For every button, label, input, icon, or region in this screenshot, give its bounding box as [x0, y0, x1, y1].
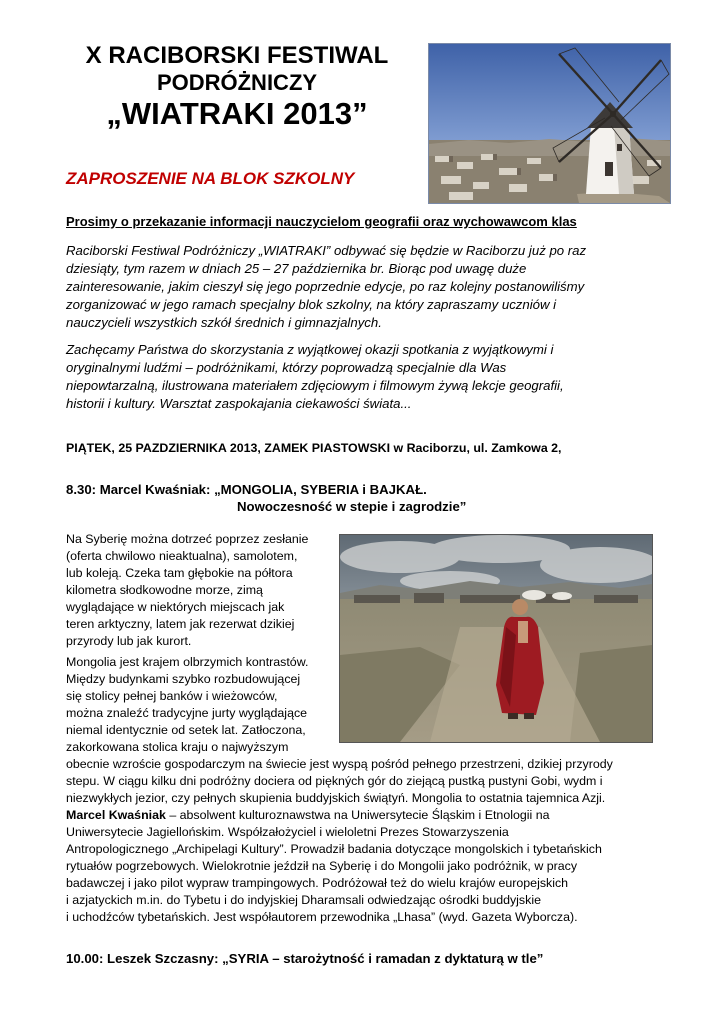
- bio-line: Antropologicznego „Archipelagi Kultury”. Prowadził badania dotyczące mongolskich i tybetańskich: [66, 842, 602, 856]
- intro-line: historii i kultury. Warsztat zaspokajania ciekawości świata...: [66, 396, 412, 411]
- title-line-1: X RACIBORSKI FESTIWAL: [85, 42, 389, 69]
- intro-line: nauczycieli wszystkich szkół średnich i gimnazjalnych.: [66, 315, 382, 330]
- description-line: zakorkowana stolica kraju o najwyższym: [66, 740, 289, 754]
- intro-line: oryginalnymi ludźmi – podróżnikami, którzy poprowadzą specjalnie dla Was: [66, 360, 507, 375]
- description-line: można znaleźć tradycyjne jurty wyglądające: [66, 706, 308, 720]
- description-line: obecnie wzroście gospodarczym na świecie jest wyspą pośród pełnego przestrzeni, dzikiej przyrody: [66, 757, 613, 771]
- intro-line: Zachęcamy Państwa do skorzystania z wyjątkowej okazji spotkania z wyjątkowymi i: [66, 342, 554, 357]
- bio-line: – absolwent kulturoznawstwa na Uniwersytecie Śląskim i Etnologii na: [165, 808, 550, 822]
- description-line: się stolicy pełnej banków i wieżowców,: [66, 689, 278, 703]
- bio-speaker-name: Marcel Kwaśniak: [66, 808, 166, 822]
- description-line: Mongolia jest krajem olbrzymich kontrastów.: [66, 655, 309, 669]
- festival-title: [50, 42, 424, 132]
- description-line: Między budynkami szybko rozbudowującej: [66, 672, 301, 686]
- description-line: teren arktyczny, latem jak rezerwat dzikiej: [66, 617, 295, 631]
- bio-line: i uchodźców tybetańskich. Jest współautorem przewodnika „Lhasa” (wyd. Gazeta Wyborcza).: [66, 910, 578, 924]
- description-line: Na Syberię można dotrzeć poprzez zesłanie: [66, 532, 309, 546]
- intro-line: zainteresowanie, jakim cieszył się jego poprzednie edycje, po raz kolejny postanowiliśmy: [66, 279, 585, 294]
- intro-paragraph-2: [66, 341, 564, 413]
- title-line-2: PODRÓŻNICZY: [156, 70, 318, 95]
- description-line: niezwykłych jezior, czy pełnych skupienia buddyjskich świątyń. Mongolia to ostatnia tajemnica Azji.: [66, 791, 606, 805]
- request-notice: Prosimy o przekazanie informacji nauczycielom geografii oraz wychowawcom klas: [66, 214, 577, 229]
- speaker-bio: [66, 807, 602, 926]
- title-line-3: „WIATRAKI 2013”: [106, 96, 368, 131]
- talk1-description-mongolia: [66, 654, 613, 807]
- intro-paragraph-1: [66, 242, 586, 332]
- windmill-photo: [428, 43, 671, 204]
- description-line: lub koleją. Czeka tam głębokie na półtora: [66, 566, 293, 580]
- talk1-description-siberia: [66, 531, 308, 650]
- description-line: (oferta chwilowo nieaktualna), samolotem,: [66, 549, 298, 563]
- intro-line: dziesiąty, tym razem w dniach 25 – 27 października br. Biorąc pod uwagę duże: [66, 261, 527, 276]
- description-line: wyglądające w niektórych miejscach jak: [66, 600, 285, 614]
- bio-line: i azjatyckich m.in. do Tybetu i do indyjskiej Dharamsali odwiedzając ośrodki buddyjskie: [66, 893, 541, 907]
- talk1-title-line-2: Nowoczesność w stepie i zagrodzie”: [237, 499, 467, 514]
- bio-line: Uniwersytecie Jagiellońskim. Współzałożyciel i wieloletni Prezes Stowarzyszenia: [66, 825, 509, 839]
- description-line: kilometra słodkowodne morze, zimą: [66, 583, 263, 597]
- talk2-title: 10.00: Leszek Szczasny: „SYRIA – starożytność i ramadan z dyktaturą w tle”: [66, 951, 544, 966]
- bio-first-line: [66, 807, 602, 824]
- bio-line: badawczej i jako pilot wypraw trampingowych. Podróżował też do wielu krajów europejskich: [66, 876, 569, 890]
- intro-line: zorganizować w jego ramach specjalny blok szkolny, na który zapraszamy uczniów i: [66, 297, 557, 312]
- invitation-subtitle: ZAPROSZENIE NA BLOK SZKOLNY: [66, 169, 355, 188]
- bio-line: rytuałów pogrzebowych. Wielokrotnie jeździł na Syberię i do Mongolii jako podróżnik, w pracy: [66, 859, 578, 873]
- talk1-title-line-1: 8.30: Marcel Kwaśniak: „MONGOLIA, SYBERIA i BAJKAŁ.: [66, 482, 427, 497]
- intro-line: Raciborski Festiwal Podróżniczy „WIATRAKI” odbywać się będzie w Raciborzu już po raz: [66, 243, 587, 258]
- intro-line: niepowtarzalną, ilustrowana materiałem zdjęciowym i filmowym żywą lekcje geografii,: [66, 378, 564, 393]
- friday-heading: PIĄTEK, 25 PAZDZIERNIKA 2013, ZAMEK PIASTOWSKI w Raciborzu, ul. Zamkowa 2,: [66, 441, 562, 455]
- description-line: przyrody lub jak kurort.: [66, 634, 192, 648]
- description-line: niemal identycznie od setek lat. Zatłoczona,: [66, 723, 306, 737]
- description-line: stepu. W ciągu kilku dni podróżny dociera od piękných gór do ziejącą pustką pustyni Gobi, wydm i: [66, 774, 603, 788]
